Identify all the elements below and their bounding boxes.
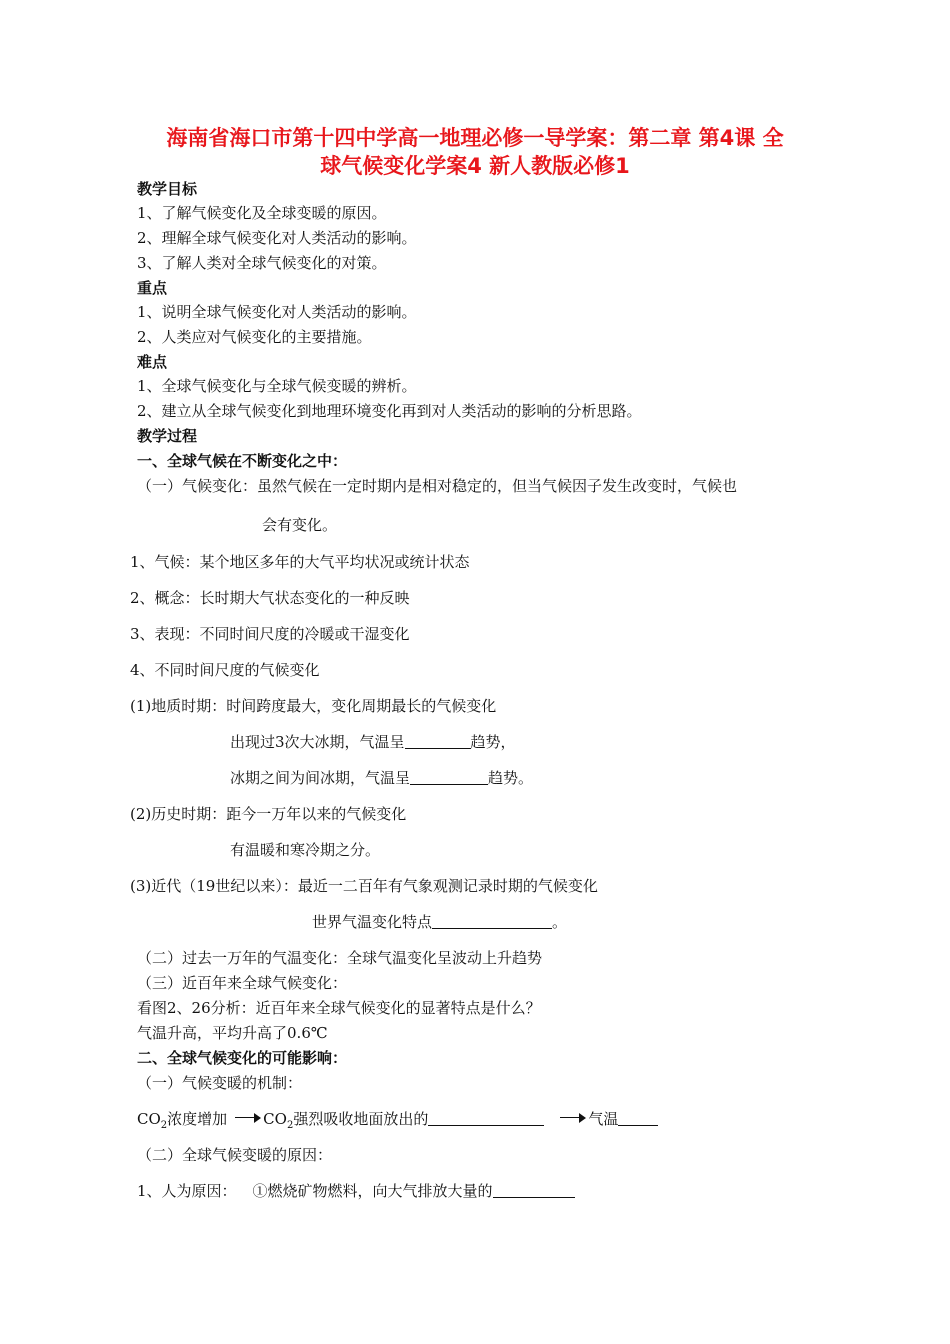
fill-blank[interactable] [428, 1109, 544, 1126]
point-concept: 2、概念：长时期大气状态变化的一种反映 [130, 589, 410, 607]
text: ①燃烧矿物燃料，向大气排放大量的 [252, 1182, 493, 1200]
key-points-heading: 重点 [137, 279, 168, 297]
geologic-period: (1)地质时期：时间跨度最大，变化周期最长的气候变化 [130, 697, 497, 715]
climate-change-line: （一）气候变化：虽然气候在一定时期内是相对稳定的，但当气候因子发生改变时，气候也 [137, 477, 738, 495]
climate-change-line-cont: 会有变化。 [262, 516, 338, 534]
objective-item: 3、了解人类对全球气候变化的对策。 [137, 254, 387, 272]
process-heading: 教学过程 [137, 427, 198, 445]
modern-period-detail [312, 912, 567, 932]
modern-period: (3)近代（19世纪以来）：最近一二百年有气象观测记录时期的气候变化 [130, 877, 598, 895]
text: 世界气温变化特点 [312, 913, 433, 931]
difficulty-item: 2、建立从全球气候变化到地理环境变化再到对人类活动的影响的分析思路。 [137, 402, 642, 420]
difficulty-item: 1、全球气候变化与全球气候变暖的辨析。 [137, 377, 417, 395]
section-2-heading: 二、全球气候变化的可能影响： [137, 1049, 348, 1067]
recent-century: （三）近百年来全球气候变化： [137, 974, 348, 992]
key-point-item: 1、说明全球气候变化对人类活动的影响。 [137, 303, 417, 321]
fill-blank[interactable] [410, 768, 488, 785]
geologic-interglacial-line [230, 768, 533, 788]
text: 。 [552, 913, 568, 931]
figure-answer: 气温升高，平均升高了0.6℃ [137, 1024, 328, 1042]
historical-period-detail: 有温暖和寒冷期之分。 [230, 841, 381, 859]
title-line-2: 球气候变化学案4 新人教版必修1 [320, 154, 630, 178]
title-line-1: 海南省海口市第十四中学高一地理必修一导学案：第二章 第4课 全 [166, 126, 784, 150]
text: 气温 [588, 1110, 619, 1128]
key-point-item: 2、人类应对气候变化的主要措施。 [137, 328, 372, 346]
arrow-right-icon [560, 1113, 586, 1123]
text: 浓度增加 [167, 1110, 228, 1128]
point-manifestation: 3、表现：不同时间尺度的冷暖或干湿变化 [130, 625, 410, 643]
co2-chain [137, 1109, 658, 1136]
objective-item: 2、理解全球气候变化对人类活动的影响。 [137, 229, 417, 247]
text: CO [263, 1110, 287, 1128]
text: 出现过3次大冰期，气温呈 [230, 733, 405, 751]
warming-mechanism: （一）气候变暖的机制： [137, 1074, 303, 1092]
text: CO [137, 1110, 161, 1128]
text: 强烈吸收地面放出的 [293, 1110, 429, 1128]
text: 趋势， [470, 733, 516, 751]
past-10000-years: （二）过去一万年的气温变化：全球气温变化呈波动上升趋势 [137, 949, 543, 967]
human-causes [137, 1181, 575, 1201]
arrow-right-icon [235, 1113, 261, 1123]
text: 冰期之间为间冰期，气温呈 [230, 769, 411, 787]
subscript: 2 [160, 1120, 168, 1131]
section-1-heading: 一、全球气候在不断变化之中： [137, 452, 348, 470]
objective-item: 1、了解气候变化及全球变暖的原因。 [137, 204, 387, 222]
historical-period: (2)历史时期：距今一万年以来的气候变化 [130, 805, 407, 823]
page-title [130, 124, 820, 180]
difficulties-heading: 难点 [137, 353, 168, 371]
figure-question: 看图2、26分析：近百年来全球气候变化的显著特点是什么？ [137, 999, 541, 1017]
text: 1、人为原因： [137, 1182, 237, 1200]
fill-blank[interactable] [493, 1181, 575, 1198]
point-time-scales: 4、不同时间尺度的气候变化 [130, 661, 320, 679]
point-climate: 1、气候：某个地区多年的大气平均状况或统计状态 [130, 553, 470, 571]
subscript: 2 [286, 1120, 294, 1131]
fill-blank[interactable] [618, 1109, 658, 1126]
warming-causes: （二）全球气候变暖的原因： [137, 1146, 333, 1164]
geologic-glacial-line [230, 732, 516, 752]
fill-blank[interactable] [432, 912, 552, 929]
fill-blank[interactable] [405, 732, 471, 749]
text: 趋势。 [488, 769, 534, 787]
objectives-heading: 教学目标 [137, 180, 198, 198]
